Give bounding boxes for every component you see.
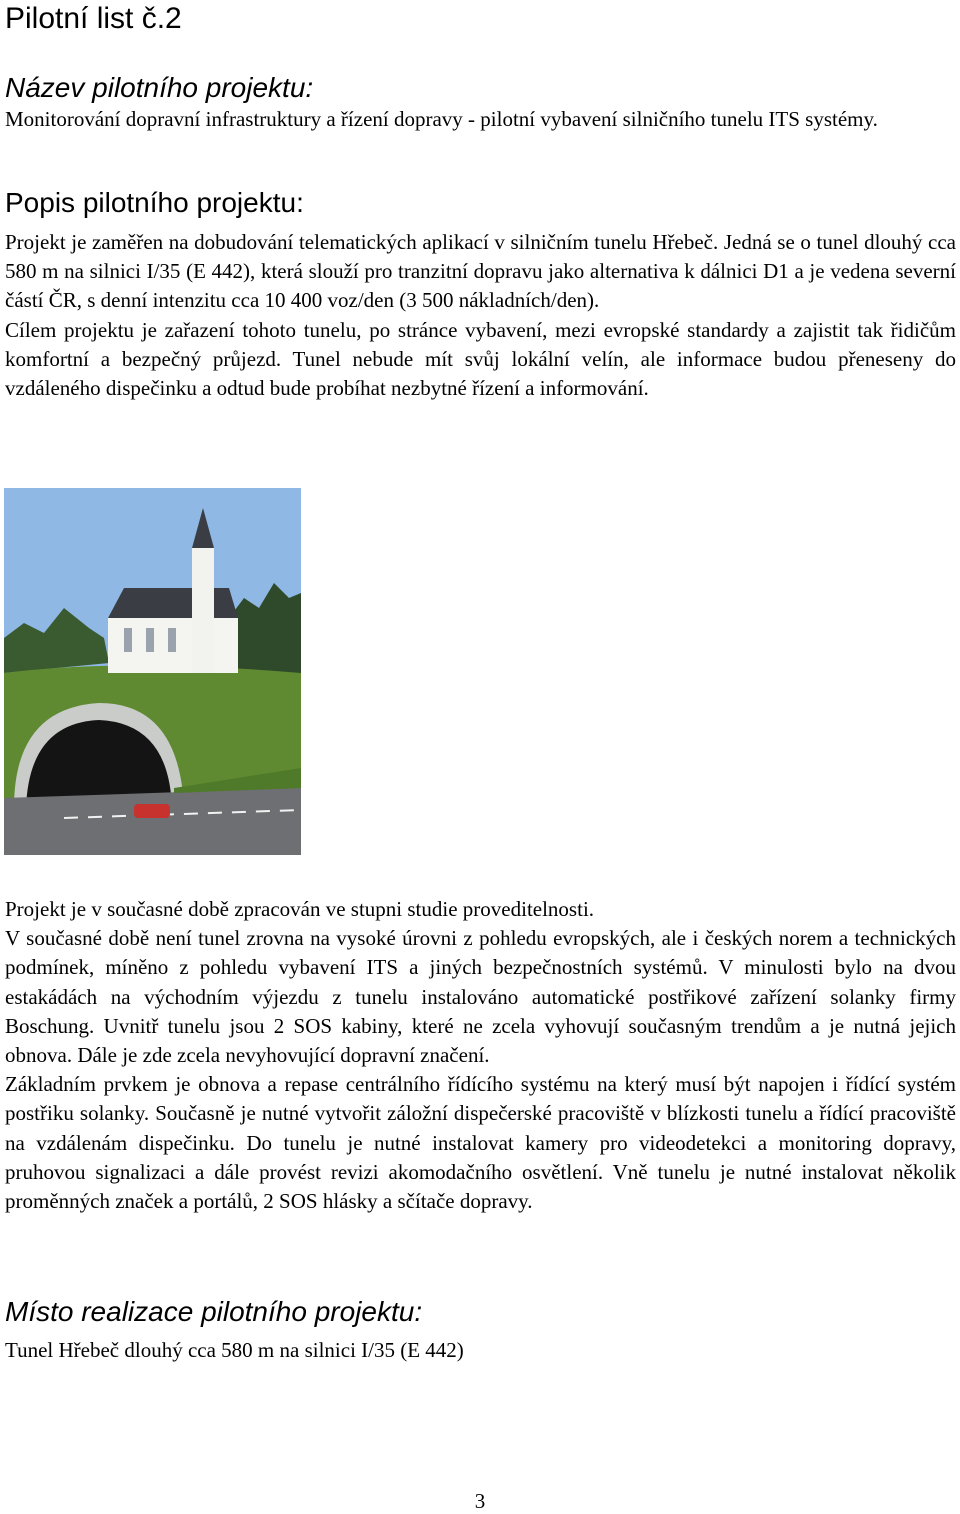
- description-paragraph-1: Projekt je zaměřen na dobudování telematických aplikací v silničním tunelu Hřebeč. Jedná se o tunel dlouhý cca 580 m na silnici I/35 (E 442), která slouží pro tranzitní dopravu jako alternativa k dálnici D1 a je vedena severní částí ČR, s denní intenzitu cca 10 400 voz/den (3 500 nákladních/den).: [5, 230, 956, 313]
- project-description-text: [5, 228, 956, 403]
- status-paragraph-2: V současné době není tunel zrovna na vysoké úrovni z pohledu evropských, ale i českých norem a technických podmínek, míněno z pohledu vybavení ITS a jiných bezpečnostních systémů. V minulosti bylo na dvou estakádách na východním výjezdu z tunelu instalováno automatické postřikové zařízení solanky firmy Boschung. Uvnitř tunelu jsou 2 SOS kabiny, které ne zcela vyhovují současným trendům a je nutná jejich obnova. Dále je zde zcela nevyhovující dopravní značení.: [5, 926, 956, 1068]
- tunnel-church-photo: [4, 488, 301, 855]
- photo-car: [134, 804, 170, 818]
- project-description-heading: Popis pilotního projektu:: [5, 187, 304, 218]
- project-location-text: [5, 1336, 956, 1365]
- church-tower: [192, 548, 214, 673]
- project-name-paragraph: Monitorování dopravní infrastruktury a řízení dopravy - pilotní vybavení silničního tunelu ITS systémy.: [5, 107, 878, 131]
- status-paragraph-1: Projekt je v současné době zpracován ve stupni studie proveditelnosti.: [5, 897, 595, 921]
- description-paragraph-2: Cílem projektu je zařazení tohoto tunelu, po stránce vybavení, mezi evropské standardy a zajistit tak řidičům komfortní a bezpečný průjezd. Tunel nebude mít svůj lokální velín, ale informace budou přeneseny do vzdáleného dispečinku a odtud bude probíhat nezbytné řízení a informování.: [5, 317, 956, 401]
- status-paragraph-3: Základním prvkem je obnova a repase centrálního řídícího systému na který musí být napojen i řídící systém postřiku solanky. Současně je nutné vytvořit záložní dispečerské pracoviště v blízkosti tunelu a řídící pracoviště na vzdálenám dispečinku. Do tunelu je nutné instalovat kamery pro videodetekci a monitoring dopravy, pruhovou signalizaci a dále provést revizi akomodačního osvětlení. Vně tunelu je nutné instalovat několik proměnných značek a portálů, 2 SOS hlásky a sčítače dopravy.: [5, 1072, 956, 1214]
- project-name-text: [5, 105, 956, 134]
- page-title: Pilotní list č.2: [5, 2, 182, 35]
- photo-road: [4, 788, 301, 855]
- project-location-heading: Místo realizace pilotního projektu:: [5, 1296, 423, 1327]
- page-number: 3: [474, 1489, 486, 1513]
- project-status-text: [5, 895, 956, 1216]
- church-roof: [108, 588, 238, 618]
- location-paragraph: Tunel Hřebeč dlouhý cca 580 m na silnici I/35 (E 442): [5, 1338, 464, 1362]
- project-name-heading: Název pilotního projektu:: [5, 72, 314, 103]
